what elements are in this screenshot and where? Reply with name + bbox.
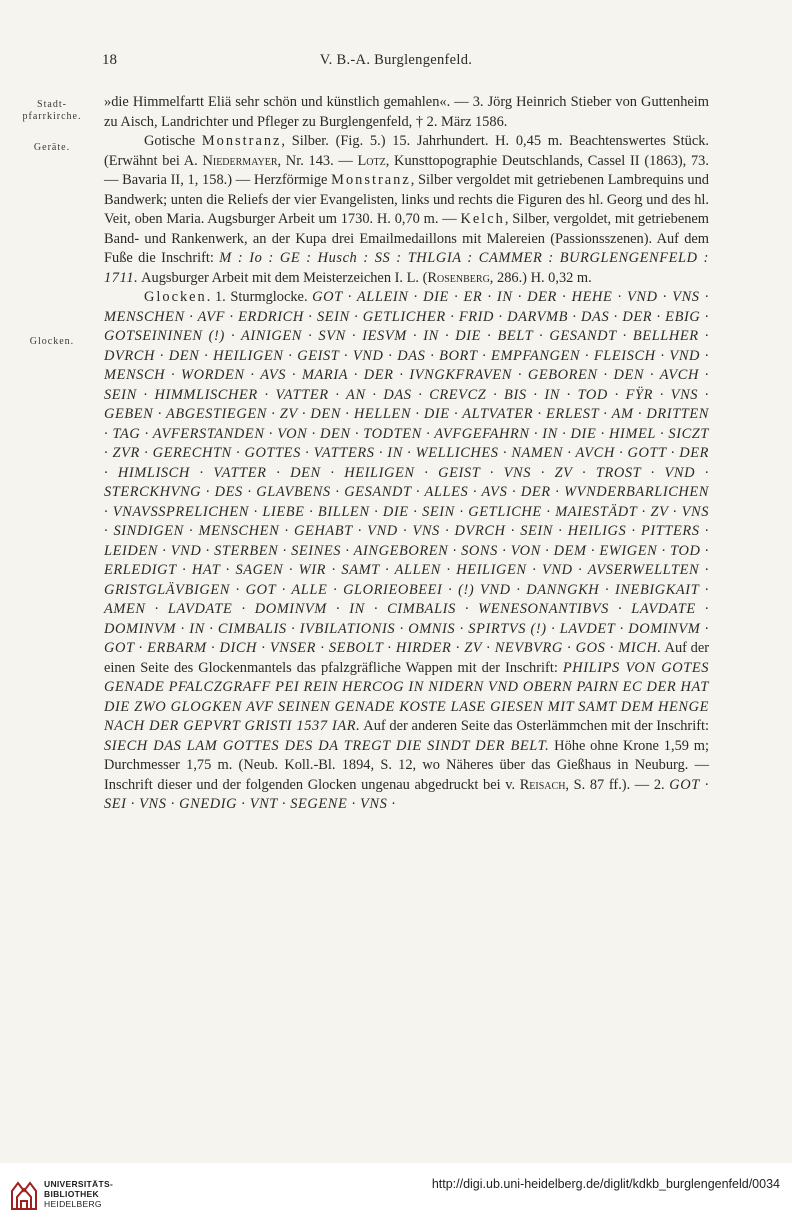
text-run: , Silber, vergoldet, mit getriebenem Band- und Rankenwerk, an der Kupa drei Emailmedaillons mit Malereien (Passionsszenen). Auf dem Fuße die Inschrift:	[104, 211, 709, 266]
logo-line: HEIDELBERG	[44, 1199, 102, 1209]
text-run: Auf der einen Seite des Glockenmantels das pfalzgräfliche Wappen mit der Inschrift:	[104, 640, 710, 676]
inscription-kelch: M : Io : GE : Husch : SS : THLGIA : CAMMER : BURGLENGENFELD : 1711.	[104, 250, 710, 286]
page-header	[0, 52, 792, 74]
paragraph-geraete	[104, 132, 709, 288]
margin-note-stadtpfarrkirche	[8, 99, 96, 123]
text-run: , Kunsttopographie Deutschlands, Cassel II (1863), 73. — Bavaria II, 1, 158.) — Herzförmige	[104, 152, 709, 188]
keyword-kelch: Kelch	[460, 211, 505, 227]
inscription-sturmglocke: GOT · ALLEIN · DIE · ER · IN · DER · HEHE · VND · VNS · MENSCHEN · AVF · ERDRICH · SEIN · GETLICHER · FRID · DARVMB · DAS · DER · EBIG · GOTSEININEN (!) · AINIGEN · SVN · IESVM · IN · DIE · BELT · GESANDT · BELLHER · DVRCH · DEN · HEILIGEN · GEIST · VND · DAS · BORT · EMPFANGEN · FLEISCH · VND · MENSCH · WORDEN · AVS · MARIA · DER · IVNGKFRAVEN · GEBOREN · DEN · AVCH · SEIN · HIMMLISCHER · VATTER · AN · DAS · CREVCZ · BIS · IN · TOD · FŸR · VNS · GEBEN · ABGESTIEGEN · ZV · DEN · HELLEN · DIE · ALTVATER · ERLEST · AM · DRITTEN · TAG · AVFERSTANDEN · VON · DEN · TODTEN · AVFGEFAHRN · IN · DIE · HIMEL · SICZT · ZVR · GERECHTN · GOTTES · VATTERS · IN · WELLICHES · NAMEN · AVCH · GOTT · DER · HIMLISCH · VATTER · DEN · HEILIGEN · GEIST · VNS · ZV · TROST · VND · STERCKHVNG · DES · GLAVBENS · GESANDT · ALLES · AVS · DER · WVNDERBARLICHEN · VNAVSSPRELICHEN · LIEBE · BILLEN · DIE · SEIN · GETLICHE · MAIESTÄDT · ZV · VNS · SINDIGEN · MENSCHEN · GEHABT · VND · VNS · DVRCH · SEIN · HEILIGS · PITTERS · LEIDEN · VND · STERBEN · SEINES · AINGEBOREN · SONS · VON · DEM · EWIGEN · TOD · ERLEDIGT · HAT · SAGEN · WIR · SAMT · ALLEN · HEILIGEN · VND · AVSERWELLTEN · GRISTGLÄVBIGEN · GOT · ALLE · GLORIEOBEEI · (!) VND · DANNGKH · INEBIGKAIT · AMEN · LAVDATE · DOMINVM · IN · CIMBALIS · WENESONANTIBVS · LAVDATE · DOMINVM · IN · CIMBALIS · IVBILATIONIS · OMNIS · SPIRTVS (!) · LAVDET · DOMINVM · GOT · ERBARM · DICH · VNSER · SEBOLT · HIRDER · ZV · NEVBVRG · GOS · MICH.	[104, 289, 710, 656]
paragraph-stieber: »die Himmelfartt Eliä sehr schön und künstlich gemahlen«. — 3. Jörg Heinrich Stieber von Guttenheim zu Aisch, Landrichter und Pfleger zu Burglengenfeld, † 2. März 1586.	[104, 94, 709, 130]
text-run: Höhe ohne Krone 1,59 m; Durchmesser 1,75 m. (Neub. Koll.-Bl. 1894, S. 12, wo Näheres über das Gießhaus in Neuburg. — Inschrift dieser und der folgenden Glocken ungenau abgedruckt bei v.	[104, 737, 709, 793]
text-run: Augsburger Arbeit mit dem Meisterzeichen	[138, 269, 395, 286]
text-run: Auf der anderen Seite das Osterlämmchen mit der Inschrift:	[360, 718, 709, 734]
text-run: . 1. Sturmglocke.	[206, 289, 313, 305]
inscription-osterlamm: SIECH DAS LAM GOTTES DES DA TREGT DIE SINDT DER BELT.	[104, 737, 550, 754]
keyword-monstranz: Monstranz	[201, 133, 282, 149]
text-run: , Silber vergoldet mit getriebenen Lambrequins und Bandwerk; unten die Reliefs der vier Evangelisten, links und rechts die Figuren des hl. Georg und des hl. Veit, oben Maria. Augsburger Arbeit um 1730. H. 0,70 m. —	[104, 172, 709, 227]
logo-line: UNIVERSITÄTS-	[44, 1179, 114, 1189]
text-run: , Silber. (Fig. 5.) 15. Jahrhundert. H. 0,45 m. Beachtenswertes Stück. (Erwähnt bei A.	[104, 133, 709, 169]
text-run: (	[419, 269, 428, 286]
paragraph-glocken	[104, 288, 709, 815]
text-run: Gotische	[144, 133, 202, 149]
text-run: , S. 87 ff.). — 2.	[565, 776, 670, 793]
margin-note-line: Stadt-	[37, 99, 67, 110]
keyword-monstranz: Monstranz	[331, 172, 411, 188]
author-lotz: Lotz	[357, 152, 386, 169]
keyword-glocken: Glocken	[144, 289, 207, 305]
inscription-glocke-2: GOT · SEI · VNS · GNEDIG · VNT · SEGENE · VNS ·	[104, 776, 709, 812]
text-run: , 286.) H. 0,32 m.	[489, 269, 592, 286]
master-mark: I. L.	[394, 269, 420, 286]
margin-note-line: pfarrkirche.	[22, 111, 82, 122]
viewer-footer	[0, 1163, 792, 1223]
library-logo-text	[44, 1179, 113, 1209]
body-text	[104, 93, 709, 815]
margin-note-glocken: Glocken.	[29, 336, 75, 347]
logo-line: BIBLIOTHEK	[44, 1189, 99, 1199]
running-title: V. B.-A. Burglengenfeld.	[319, 52, 473, 68]
university-seal-icon	[8, 1177, 40, 1213]
inscription-wappen: PHILIPS VON GOTES GENADE PFALCZGRAFF PEI REIN HERCOG IN NIDERN VND OBERN PAIRN EC DER HAT DIE ZWO GLOGKEN AVF SEINEN GENADE KOSTE LASE GIESEN MIT SAMT DEM HENGE NACH DER GEPVRT GRISTI 1537 IAR.	[104, 659, 710, 734]
author-reisach: Reisach	[519, 776, 566, 793]
author-rosenberg: Rosenberg	[427, 269, 490, 286]
margin-note-geraete: Geräte.	[33, 142, 71, 153]
author-niedermayer: Niedermayer	[202, 152, 278, 169]
page-number: 18	[102, 52, 117, 68]
permalink-url[interactable]: http://digi.ub.uni-heidelberg.de/diglit/kdkb_burglengenfeld/0034	[431, 1177, 780, 1191]
text-run: , Nr. 143. —	[277, 152, 358, 169]
